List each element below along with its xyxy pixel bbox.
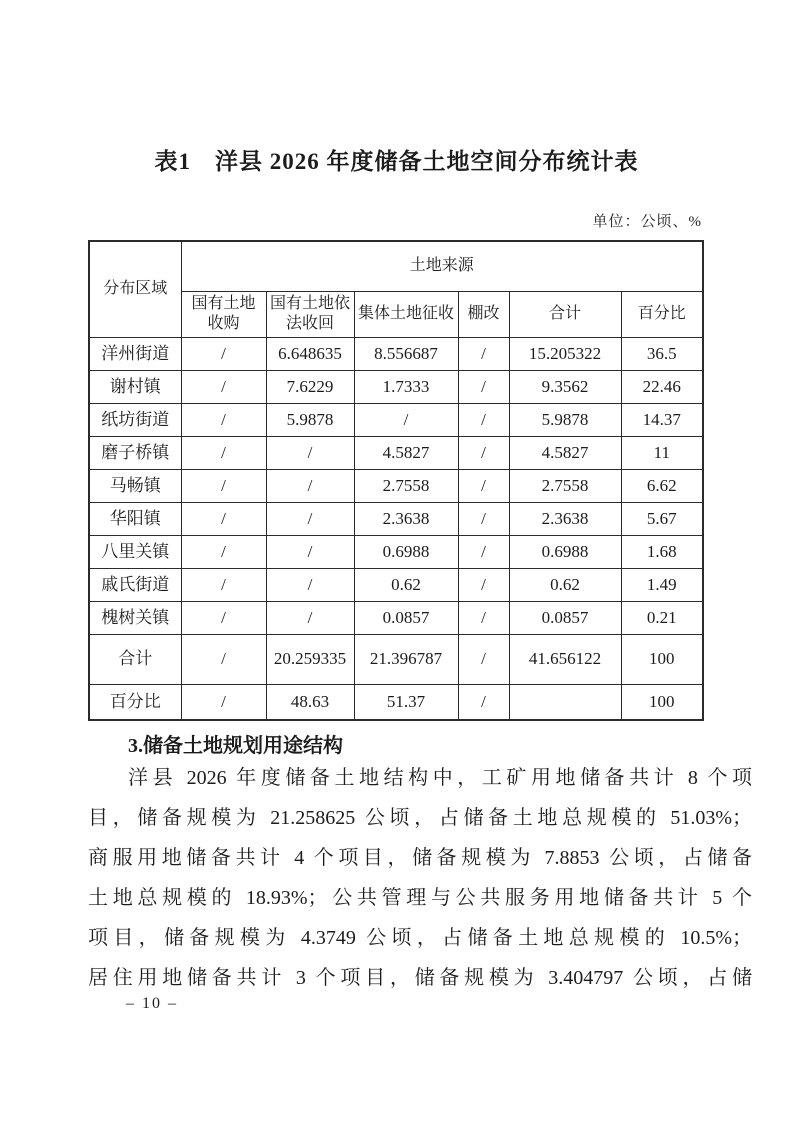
value-cell: 5.67	[621, 502, 703, 535]
value-cell: 4.5827	[354, 436, 458, 469]
value-cell: /	[458, 403, 509, 436]
value-cell: /	[458, 436, 509, 469]
table-row-percentage	[89, 684, 703, 720]
header-col-expropriation: 集体土地征收	[354, 291, 458, 337]
value-cell: /	[181, 337, 266, 370]
value-cell: /	[181, 469, 266, 502]
value-cell: 48.63	[266, 684, 354, 720]
value-cell: 1.7333	[354, 370, 458, 403]
region-cell: 马畅镇	[89, 469, 181, 502]
value-cell: /	[181, 436, 266, 469]
table-row	[89, 601, 703, 634]
page-number: – 10 –	[126, 995, 178, 1012]
region-cell: 百分比	[89, 684, 181, 720]
value-cell: /	[458, 469, 509, 502]
value-cell: 2.3638	[509, 502, 621, 535]
region-cell: 纸坊街道	[89, 403, 181, 436]
value-cell: /	[266, 502, 354, 535]
value-cell: /	[181, 370, 266, 403]
value-cell: /	[458, 535, 509, 568]
value-cell	[509, 684, 621, 720]
table-row	[89, 337, 703, 370]
table-row	[89, 568, 703, 601]
value-cell: 9.3562	[509, 370, 621, 403]
body-line: 商服用地储备共计 4 个项目，储备规模为 7.8853 公顷，占储备	[88, 847, 752, 869]
value-cell: 5.9878	[509, 403, 621, 436]
region-cell: 合计	[89, 634, 181, 684]
value-cell: /	[181, 684, 266, 720]
value-cell: /	[266, 535, 354, 568]
table-row-total	[89, 634, 703, 684]
table-row	[89, 502, 703, 535]
value-cell: 2.7558	[509, 469, 621, 502]
value-cell: 36.5	[621, 337, 703, 370]
value-cell: /	[458, 601, 509, 634]
region-cell: 谢村镇	[89, 370, 181, 403]
value-cell: /	[458, 684, 509, 720]
table-title: 表1 洋县 2026 年度储备土地空间分布统计表	[154, 149, 639, 174]
value-cell: 100	[621, 634, 703, 684]
region-cell: 八里关镇	[89, 535, 181, 568]
value-cell: /	[458, 634, 509, 684]
value-cell: 4.5827	[509, 436, 621, 469]
header-row-sub	[89, 291, 703, 337]
value-cell: /	[181, 535, 266, 568]
value-cell: /	[181, 601, 266, 634]
value-cell: 2.7558	[354, 469, 458, 502]
header-col-reclaim: 国有土地依法收回	[266, 291, 354, 337]
value-cell: 0.62	[354, 568, 458, 601]
value-cell: 0.0857	[509, 601, 621, 634]
value-cell: 2.3638	[354, 502, 458, 535]
value-cell: 0.6988	[509, 535, 621, 568]
value-cell: 8.556687	[354, 337, 458, 370]
body-line: 项目，储备规模为 4.3749 公顷，占储备土地总规模的 10.5%；	[88, 927, 752, 949]
region-cell: 槐树关镇	[89, 601, 181, 634]
value-cell: /	[458, 502, 509, 535]
region-cell: 洋州街道	[89, 337, 181, 370]
body-line: 目，储备规模为 21.258625 公顷，占储备土地总规模的 51.03%；	[88, 807, 752, 829]
value-cell: /	[266, 436, 354, 469]
table-row	[89, 535, 703, 568]
unit-note: 单位：公顷、%	[592, 214, 702, 230]
value-cell: 20.259335	[266, 634, 354, 684]
value-cell: /	[266, 568, 354, 601]
table-row	[89, 469, 703, 502]
header-col-purchase: 国有土地收购	[181, 291, 266, 337]
region-cell: 戚氏街道	[89, 568, 181, 601]
value-cell: 1.68	[621, 535, 703, 568]
header-col-shantytown: 棚改	[458, 291, 509, 337]
value-cell: /	[266, 601, 354, 634]
table-row	[89, 403, 703, 436]
value-cell: /	[181, 502, 266, 535]
header-row-top	[89, 241, 703, 291]
section-heading: 3.储备土地规划用途结构	[128, 735, 343, 757]
value-cell: 1.49	[621, 568, 703, 601]
value-cell: 21.396787	[354, 634, 458, 684]
header-region: 分布区域	[89, 241, 181, 337]
land-distribution-table	[88, 240, 704, 721]
header-land-source: 土地来源	[181, 241, 703, 291]
table-row	[89, 370, 703, 403]
value-cell: 0.62	[509, 568, 621, 601]
value-cell: 22.46	[621, 370, 703, 403]
value-cell: 41.656122	[509, 634, 621, 684]
value-cell: 51.37	[354, 684, 458, 720]
value-cell: /	[458, 370, 509, 403]
body-line: 土地总规模的 18.93%；公共管理与公共服务用地储备共计 5 个	[88, 887, 752, 909]
region-cell: 磨子桥镇	[89, 436, 181, 469]
value-cell: 14.37	[621, 403, 703, 436]
value-cell: /	[266, 469, 354, 502]
region-cell: 华阳镇	[89, 502, 181, 535]
value-cell: 5.9878	[266, 403, 354, 436]
value-cell: /	[181, 403, 266, 436]
value-cell: /	[354, 403, 458, 436]
value-cell: /	[458, 337, 509, 370]
value-cell: 100	[621, 684, 703, 720]
value-cell: /	[181, 568, 266, 601]
body-paragraph	[88, 758, 752, 998]
body-line: 居住用地储备共计 3 个项目，储备规模为 3.404797 公顷，占储	[88, 967, 752, 989]
header-col-percentage: 百分比	[621, 291, 703, 337]
body-line: 洋县 2026 年度储备土地结构中，工矿用地储备共计 8 个项	[128, 767, 752, 789]
value-cell: 11	[621, 436, 703, 469]
value-cell: 0.0857	[354, 601, 458, 634]
value-cell: 7.6229	[266, 370, 354, 403]
value-cell: /	[458, 568, 509, 601]
table-row	[89, 436, 703, 469]
value-cell: 6.648635	[266, 337, 354, 370]
value-cell: 0.6988	[354, 535, 458, 568]
header-col-total: 合计	[509, 291, 621, 337]
value-cell: 0.21	[621, 601, 703, 634]
value-cell: 6.62	[621, 469, 703, 502]
value-cell: /	[181, 634, 266, 684]
value-cell: 15.205322	[509, 337, 621, 370]
